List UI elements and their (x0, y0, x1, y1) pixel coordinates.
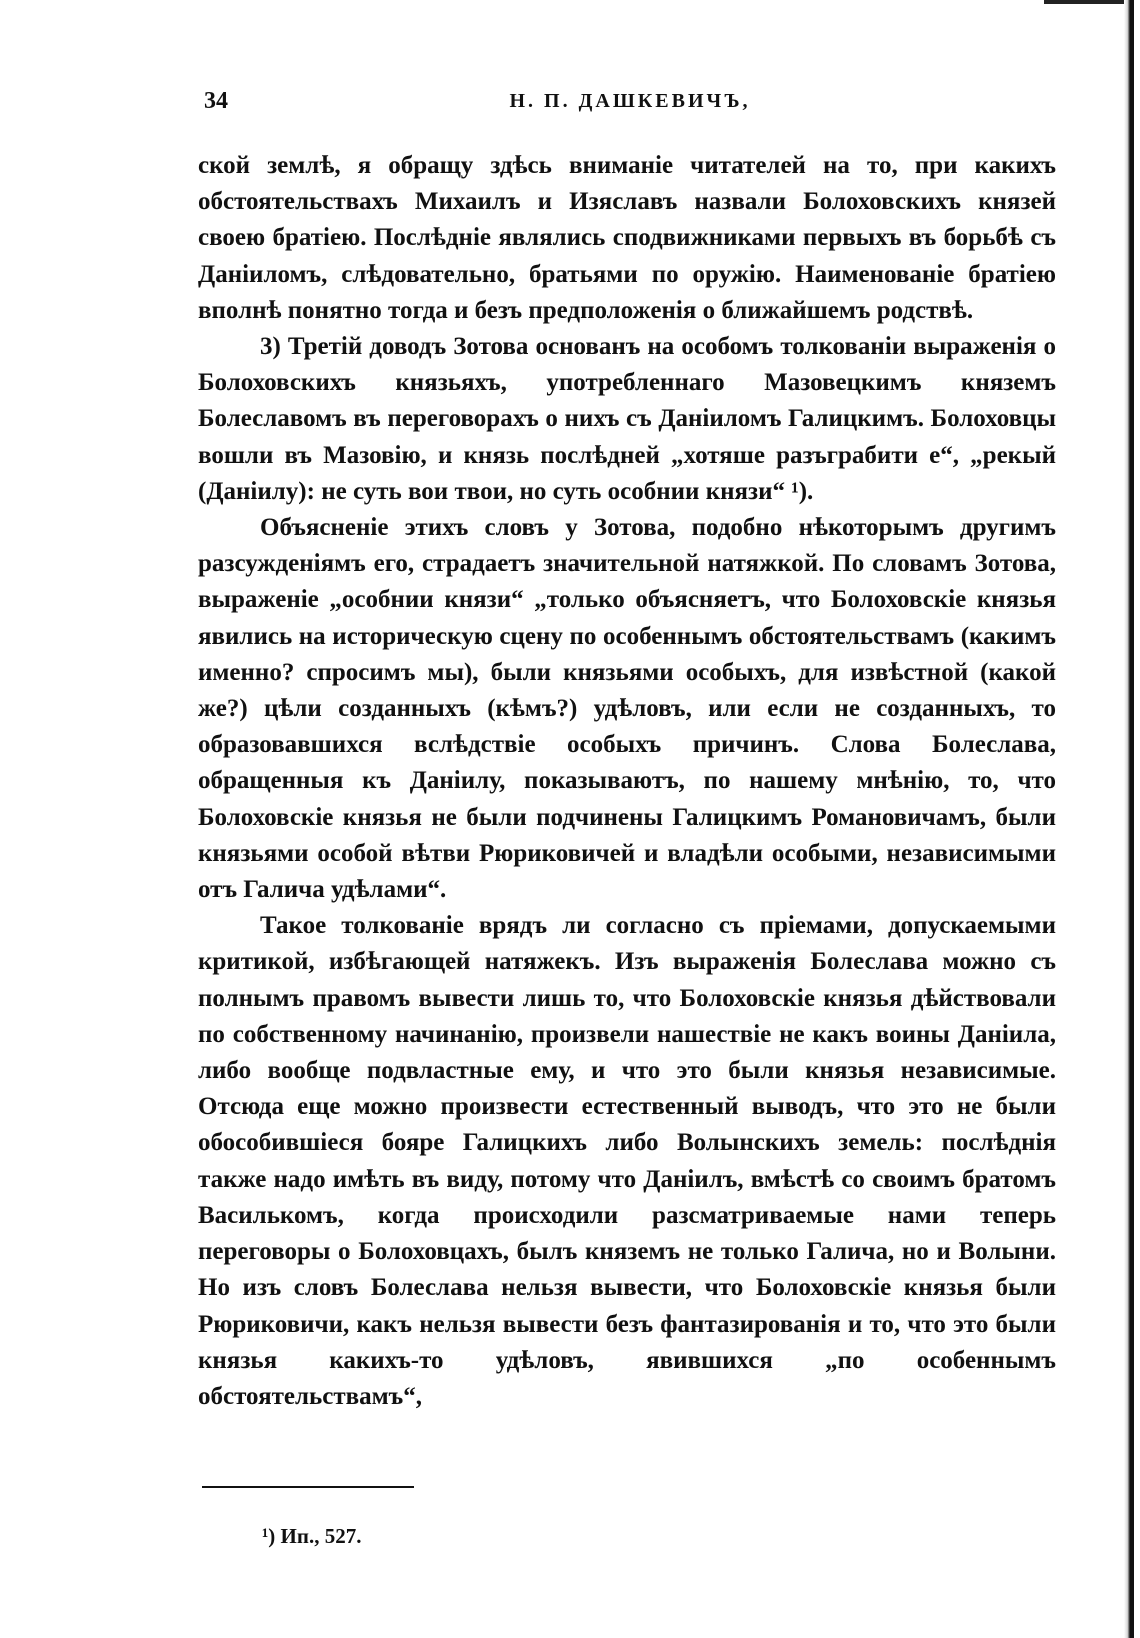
page-edge-top (1044, 0, 1134, 4)
page-header (204, 88, 1056, 128)
page-number: 34 (204, 88, 228, 114)
paragraph-1: ской землѣ, я обращу здѣсь вниманіе читателей на то, при какихъ обстоятельствахъ Михаилъ и Изяславъ назвали Болоховскихъ князей своею братіею. Послѣдніе являлись сподвижниками первыхъ въ борьбѣ съ Даніиломъ, слѣдовательно, братьями по оружію. Наименованіе братіею вполнѣ понятно тогда и безъ предположенія о ближайшемъ родствѣ. (198, 152, 1056, 324)
paragraph-4: Такое толкованіе врядъ ли согласно съ пріемами, допускаемыми критикой, избѣгающей натяжекъ. Изъ выраженія Болеслава можно съ полнымъ правомъ вывести лишь то, что Болоховскіе князья дѣйствовали по собственному начинанію, произвели нашествіе не какъ воины Даніила, либо вообще подвластные ему, и что это были князья независимые. Отсюда еще можно произвести естественный выводъ, что это не были обособившіеся бояре Галицкихъ либо Волынскихъ земель: послѣднія также надо имѣть въ виду, потому что Даніилъ, вмѣстѣ со своимъ братомъ Василькомъ, когда происходили разсматриваемые нами теперь переговоры о Болоховцахъ, былъ княземъ не только Галича, но и Волыни. Но изъ словъ Болеслава нельзя вывести, что Болоховскіе князья были Рюриковичи, какъ нельзя вывести безъ фантазированія и то, что это были князья какихъ-то удѣловъ, явившихся „по особеннымъ обстоятельствамъ“, (198, 912, 1056, 1410)
running-head: Н. П. ДАШКЕВИЧЪ, (509, 90, 751, 112)
page-edge-shadow (1124, 0, 1134, 1638)
paragraph-3: Объясненіе этихъ словъ у Зотова, подобно нѣкоторымъ другимъ разсужденіямъ его, страдаетъ значительной натяжкой. По словамъ Зотова, выраженіе „особнии князи“ „только объясняетъ, что Болоховскіе князья явились на историческую сцену по особеннымъ обстоятельствамъ (какимъ именно? спросимъ мы), были князьями особыхъ, для извѣстной (какой же?) цѣли созданныхъ (кѣмъ?) удѣловъ, или если не созданныхъ, то образовавшихся вслѣдствіе особыхъ причинъ. Слова Болеслава, обращенныя къ Даніилу, показываютъ, по нашему мнѣнію, то, что Болоховскіе князья не были подчинены Галицкимъ Романовичамъ, были князьями особой вѣтви Рюриковичей и владѣли особыми, независимыми отъ Галича удѣлами“. (198, 514, 1056, 904)
footnote: ¹) Ип., 527. (262, 1524, 362, 1548)
paragraph-2: 3) Третій доводъ Зотова основанъ на особомъ толкованіи выраженія о Болоховскихъ князьяхъ, употребленнаго Мазовецкимъ княземъ Болеславомъ въ переговорахъ о нихъ съ Даніиломъ Галицкимъ. Болоховцы вошли въ Мазовію, и князь послѣдней „хотяше разъграбити е“, „рекый (Даніилу): не суть вои твои, но суть особнии князи“ ¹). (198, 333, 1056, 505)
footnote-rule (202, 1486, 414, 1488)
body-text (198, 148, 1056, 1415)
